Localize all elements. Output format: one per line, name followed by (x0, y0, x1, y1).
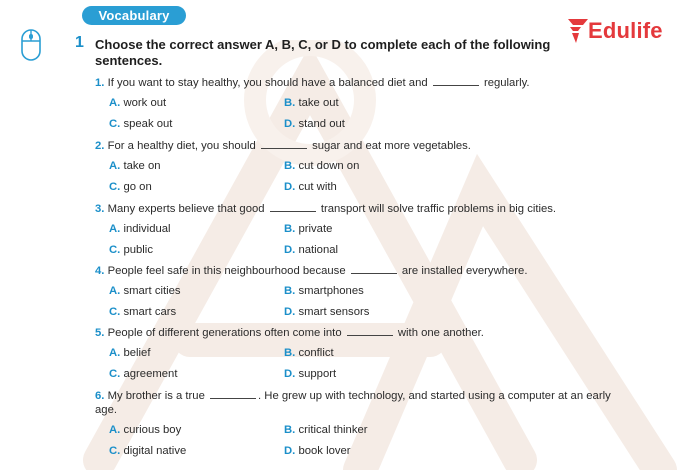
option-letter: B. (284, 160, 296, 172)
answer-option[interactable] (284, 243, 338, 257)
question-text-after: transport will solve traffic problems in big cities. (320, 203, 557, 215)
option-letter: A. (109, 160, 121, 172)
question-text-before: If you want to stay healthy, you should have a balanced diet and (107, 77, 428, 89)
option-letter: D. (284, 244, 296, 256)
option-text: public (123, 244, 153, 256)
mouse-icon (20, 28, 42, 62)
answer-option[interactable] (109, 117, 172, 131)
answer-option[interactable] (284, 367, 336, 381)
answer-option[interactable] (284, 444, 351, 458)
option-text: smart cities (123, 285, 181, 297)
option-text: curious boy (123, 424, 182, 436)
question-6 (95, 388, 615, 417)
option-text: smart sensors (298, 306, 370, 318)
option-letter: C. (109, 244, 121, 256)
answer-blank (270, 201, 316, 212)
option-text: individual (123, 223, 171, 235)
option-letter: B. (284, 424, 296, 436)
question-text-after: are installed everywhere. (401, 265, 528, 277)
exercise-instruction: Choose the correct answer A, B, C, or D to complete each of the following sentences. (95, 37, 551, 68)
option-letter: A. (109, 97, 121, 109)
option-letter: D. (284, 118, 296, 130)
option-letter: B. (284, 97, 296, 109)
answer-blank (347, 325, 393, 336)
answer-option[interactable] (284, 346, 334, 360)
option-text: conflict (298, 347, 334, 359)
question-1 (95, 75, 530, 90)
question-number: 6. (95, 390, 105, 402)
question-text-after: regularly. (483, 77, 530, 89)
answer-option[interactable] (109, 222, 171, 236)
option-letter: C. (109, 118, 121, 130)
option-text: speak out (123, 118, 173, 130)
answer-option[interactable] (284, 284, 364, 298)
option-text: private (298, 223, 333, 235)
answer-option[interactable] (109, 305, 176, 319)
answer-option[interactable] (284, 117, 345, 131)
answer-option[interactable] (109, 423, 181, 437)
answer-blank (433, 75, 479, 86)
question-number: 2. (95, 140, 105, 152)
question-number: 5. (95, 327, 105, 339)
question-text-after: with one another. (397, 327, 484, 339)
option-letter: C. (109, 306, 121, 318)
question-number: 3. (95, 203, 105, 215)
option-letter: C. (109, 445, 121, 457)
option-letter: C. (109, 368, 121, 380)
question-2 (95, 138, 471, 153)
answer-blank (261, 138, 307, 149)
question-text-after: . He grew up with technology, and started using a computer at an early age. (95, 390, 611, 416)
option-letter: D. (284, 368, 296, 380)
answer-option[interactable] (109, 180, 152, 194)
option-text: cut down on (298, 160, 360, 172)
answer-option[interactable] (109, 284, 181, 298)
option-text: take on (123, 160, 161, 172)
question-text-after: sugar and eat more vegetables. (312, 140, 471, 152)
answer-option[interactable] (284, 305, 369, 319)
option-letter: A. (109, 424, 121, 436)
answer-blank (210, 388, 256, 399)
option-letter: A. (109, 347, 121, 359)
answer-option[interactable] (109, 444, 186, 458)
question-5 (95, 325, 484, 340)
section-badge: Vocabulary (82, 6, 186, 25)
option-text: take out (298, 97, 339, 109)
option-text: smart cars (123, 306, 177, 318)
brand-name: Edulife (588, 18, 663, 43)
answer-option[interactable] (284, 222, 332, 236)
edulife-logo-icon (567, 18, 589, 44)
question-number: 4. (95, 265, 105, 277)
question-text-before: People of different generations often come into (107, 327, 342, 339)
option-text: agreement (123, 368, 178, 380)
question-number: 1. (95, 77, 105, 89)
option-text: work out (123, 97, 167, 109)
option-text: smartphones (298, 285, 364, 297)
answer-option[interactable] (284, 423, 368, 437)
answer-option[interactable] (109, 96, 166, 110)
answer-blank (351, 263, 397, 274)
option-text: digital native (123, 445, 187, 457)
option-letter: D. (284, 445, 296, 457)
exercise-number: 1 (75, 34, 84, 51)
option-text: stand out (298, 118, 345, 130)
question-text-before: Many experts believe that good (107, 203, 265, 215)
question-text-before: People feel safe in this neighbourhood because (107, 265, 346, 277)
option-text: belief (123, 347, 151, 359)
answer-option[interactable] (109, 159, 161, 173)
option-text: critical thinker (298, 424, 368, 436)
option-text: cut with (298, 181, 337, 193)
question-text-before: For a healthy diet, you should (107, 140, 256, 152)
option-letter: A. (109, 223, 121, 235)
option-letter: C. (109, 181, 121, 193)
answer-option[interactable] (284, 159, 359, 173)
option-letter: D. (284, 306, 296, 318)
answer-option[interactable] (109, 346, 150, 360)
question-3 (95, 201, 556, 216)
option-text: national (298, 244, 339, 256)
option-text: go on (123, 181, 152, 193)
answer-option[interactable] (109, 367, 177, 381)
option-letter: D. (284, 181, 296, 193)
question-4 (95, 263, 527, 278)
option-text: book lover (298, 445, 351, 457)
answer-option[interactable] (284, 96, 339, 110)
question-text-before: My brother is a true (107, 390, 205, 402)
option-letter: B. (284, 347, 296, 359)
option-letter: B. (284, 285, 296, 297)
answer-option[interactable] (109, 243, 153, 257)
option-letter: A. (109, 285, 121, 297)
option-text: support (298, 368, 337, 380)
option-letter: B. (284, 223, 296, 235)
answer-option[interactable] (284, 180, 337, 194)
